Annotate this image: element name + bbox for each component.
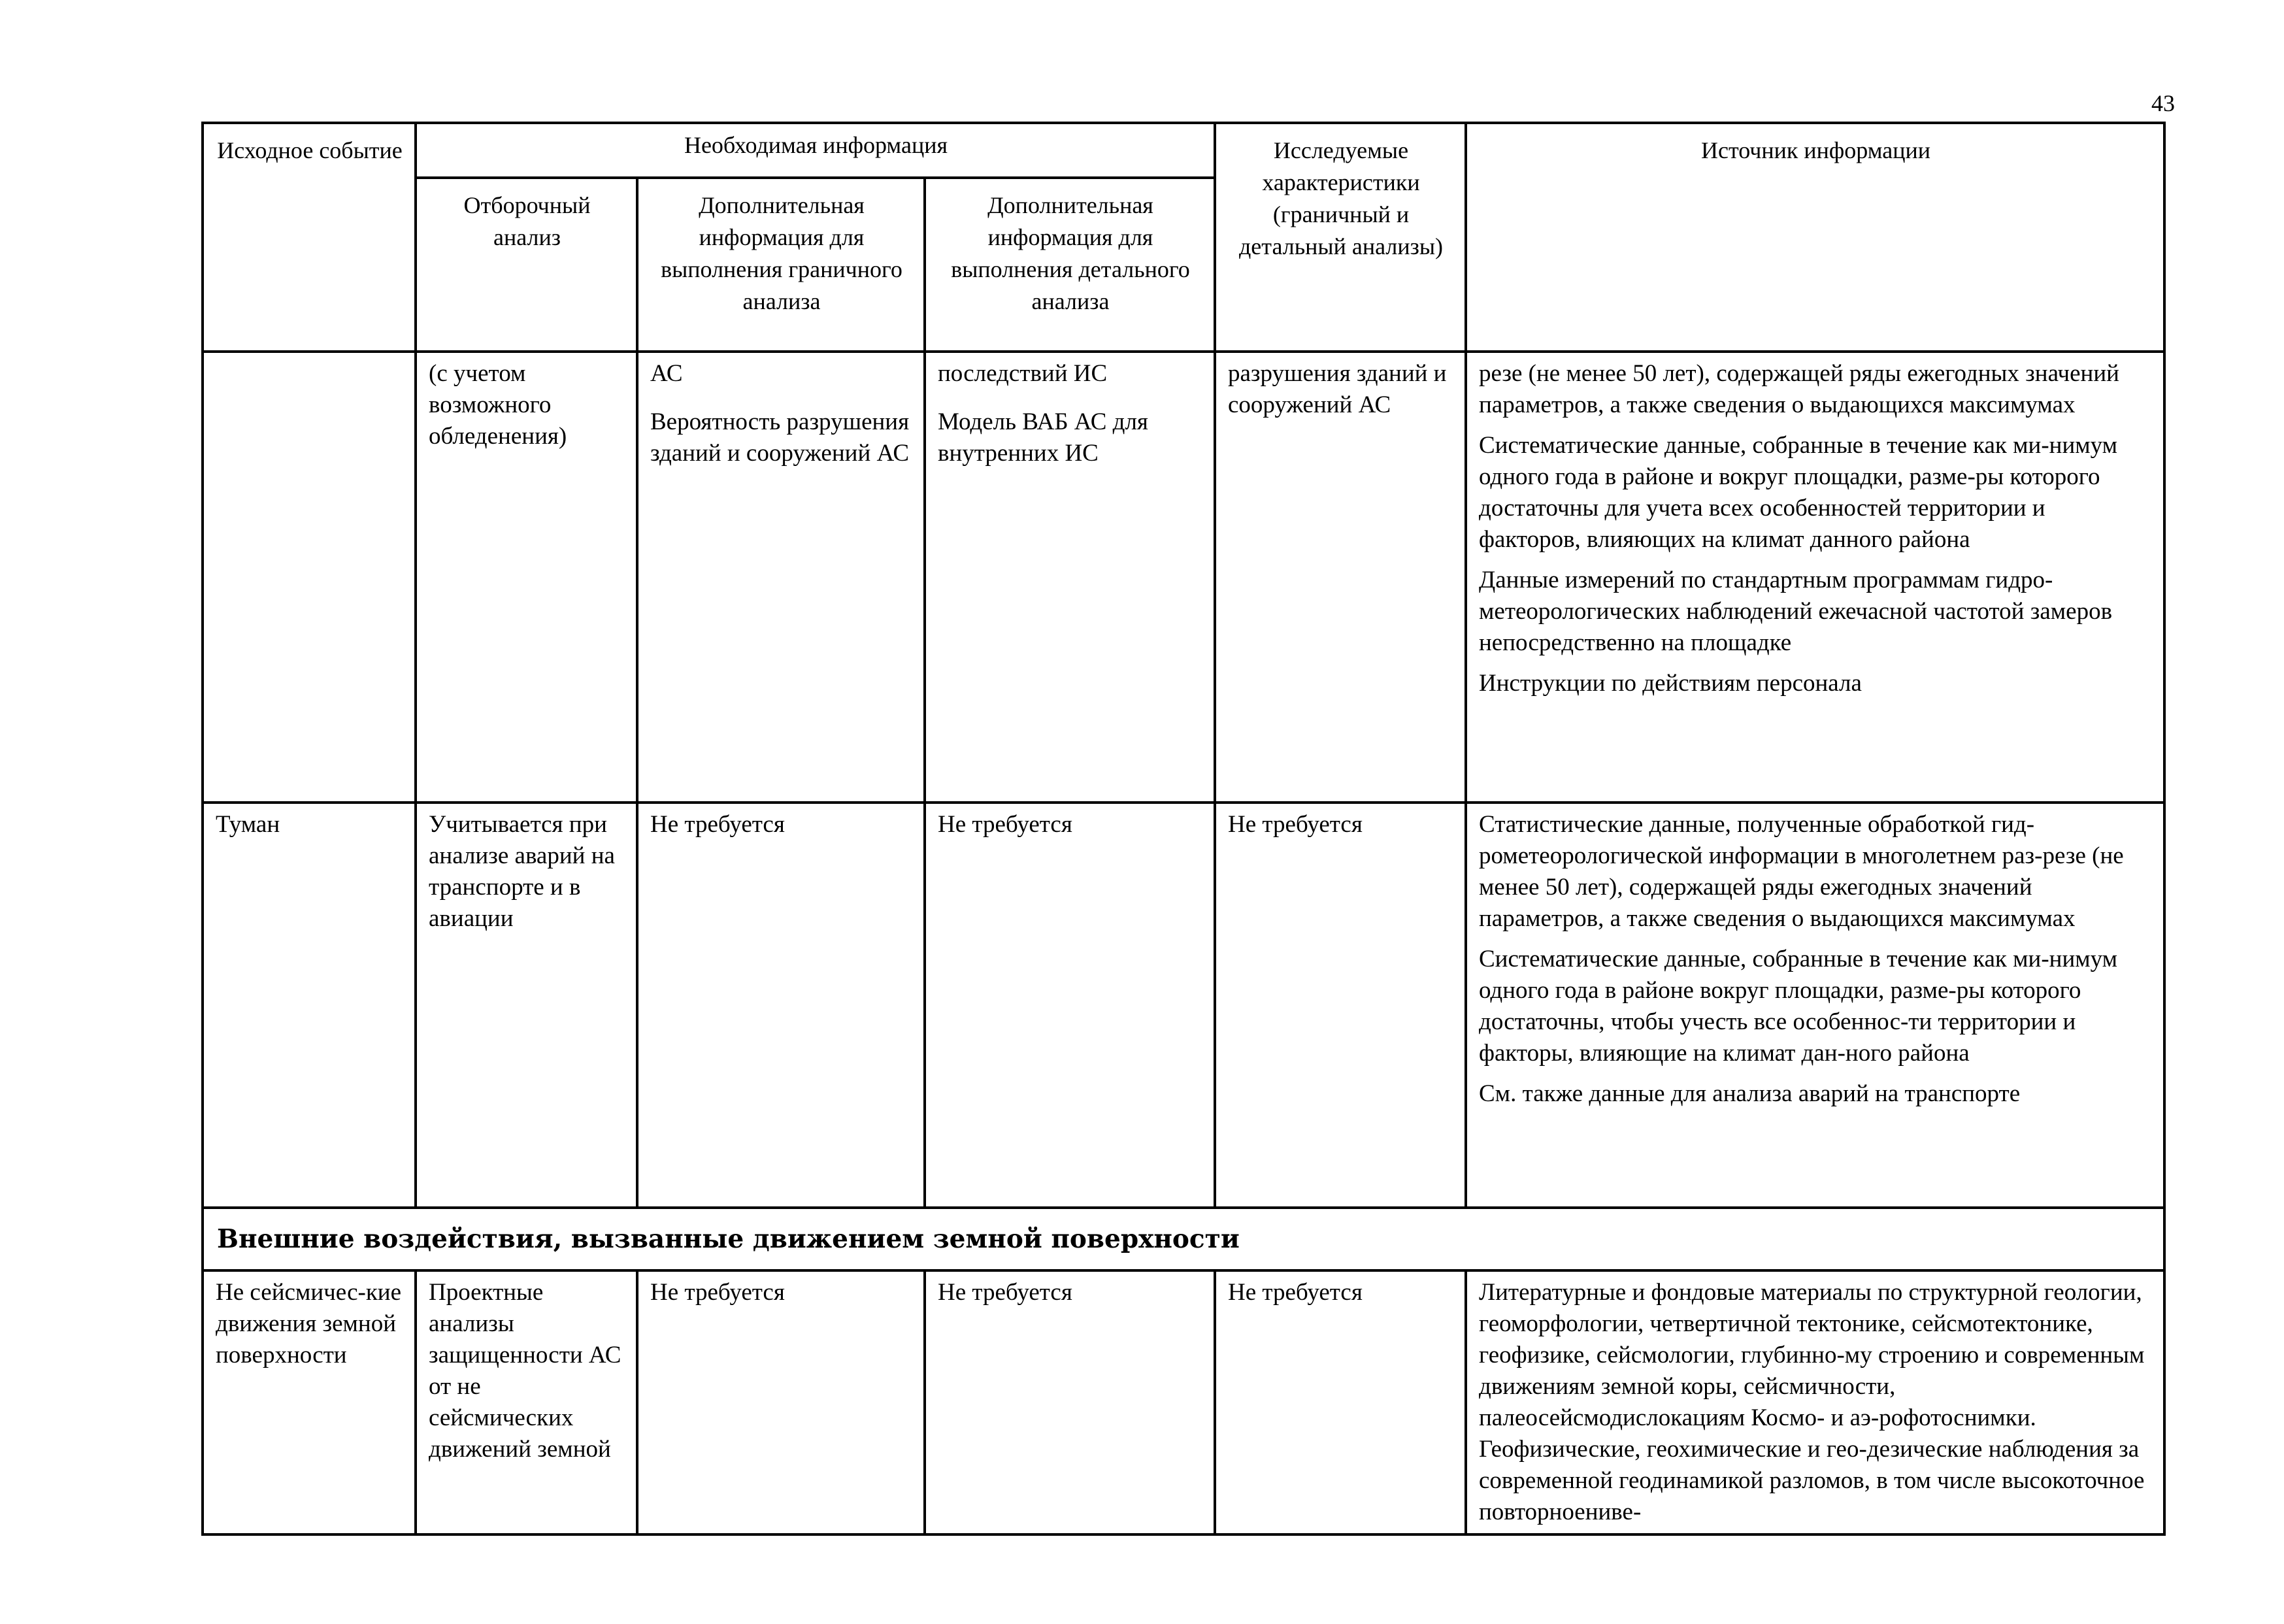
cell-detailed (925, 352, 1215, 803)
cell-screening: Учитывается при анализе аварий на транспорте и в авиации (416, 803, 637, 1208)
source-paragraph: Систематические данные, собранные в течение как ми-нимум одного года в районе и вокруг площадки, разме-ры которого достаточны для учета всех особенностей территории и факторов, влияющих на климат данного района (1479, 432, 2118, 553)
header-additional-boundary: Дополнительная информация для выполнения граничного анализа (637, 178, 925, 352)
header-source: Источник информации (1466, 123, 2164, 352)
source-paragraph: Систематические данные, собранные в течение как ми-нимум одного года в районе вокруг площадки, разме-ры которого достаточны, чтобы учесть все особеннос-ти территории и факторы, влияющие на климат дан-ного района (1479, 946, 2118, 1067)
cell-sources (1466, 803, 2164, 1208)
table-row (203, 803, 2164, 1208)
cell-paragraph: Вероятность разрушения зданий и сооружений АС (650, 408, 910, 467)
cell-detailed (925, 1270, 1215, 1534)
header-event: Исходное событие (203, 123, 416, 352)
header-row-1 (203, 123, 2164, 178)
header-additional-detailed: Дополнительная информация для выполнения детального анализа (925, 178, 1215, 352)
info-requirements-table (201, 122, 2166, 1536)
cell-paragraph: Не требуется (650, 1279, 785, 1306)
cell-event: Не сейсмичес-кие движения земной поверхности (203, 1270, 416, 1534)
cell-detailed (925, 803, 1215, 1208)
source-paragraph: Литературные и фондовые материалы по структурной геологии, геоморфологии, четвертичной тектонике, сейсмотектонике, геофизике, сейсмологии, глубинно-му строению и современным движениям земной коры, сейсмичности, палеосейсмодислокациям Космо- и аэ-рофотоснимки. Геофизические, геохимические и гео-дезические наблюдения за современной геодинамикой разломов, в том числе высокоточное повторноениве- (1479, 1279, 2145, 1525)
header-required-info: Необходимая информация (416, 123, 1215, 178)
section-row (203, 1208, 2164, 1270)
table-row (203, 1270, 2164, 1534)
cell-event: Туман (203, 803, 416, 1208)
cell-screening: (с учетом возможного обледенения) (416, 352, 637, 803)
cell-sources (1466, 352, 2164, 803)
cell-characteristics: Не требуется (1215, 803, 1466, 1208)
source-paragraph: резе (не менее 50 лет), содержащей ряды ежегодных значений параметров, а также сведения о выдающихся максимумах (1479, 360, 2119, 418)
table-row (203, 352, 2164, 803)
source-paragraph: Данные измерений по стандартным программам гидро-метеорологических наблюдений ежечасной частотой замеров непосредственно на площадке (1479, 567, 2113, 656)
cell-paragraph: Не требуется (938, 811, 1072, 838)
cell-paragraph: Не требуется (938, 1279, 1072, 1306)
cell-event (203, 352, 416, 803)
cell-paragraph: Модель ВАБ АС для внутренних ИС (938, 408, 1148, 467)
header-screening: Отборочный анализ (416, 178, 637, 352)
page-number: 43 (2151, 90, 2175, 116)
source-paragraph: Инструкции по действиям персонала (1479, 670, 1862, 697)
cell-screening: Проектные анализы защищенности АС от не сейсмических движений земной (416, 1270, 637, 1534)
cell-boundary (637, 803, 925, 1208)
cell-paragraph: АС (650, 360, 683, 387)
source-paragraph: См. также данные для анализа аварий на транспорте (1479, 1080, 2021, 1107)
cell-boundary (637, 1270, 925, 1534)
source-paragraph: Статистические данные, полученные обработкой гид-рометеорологической информации в многолетнем раз-резе (не менее 50 лет), содержащей ряды ежегодных значений параметров, а также сведения о выдающихся максимумах (1479, 811, 2124, 932)
cell-characteristics: Не требуется (1215, 1270, 1466, 1534)
cell-boundary (637, 352, 925, 803)
cell-characteristics: разрушения зданий и сооружений АС (1215, 352, 1466, 803)
cell-sources (1466, 1270, 2164, 1534)
header-characteristics: Исследуемые характеристики (граничный и детальный анализы) (1215, 123, 1466, 352)
cell-paragraph: последствий ИС (938, 360, 1108, 387)
section-title: Внешние воздействия, вызванные движением земной поверхности (203, 1208, 2164, 1270)
cell-paragraph: Не требуется (650, 811, 785, 838)
